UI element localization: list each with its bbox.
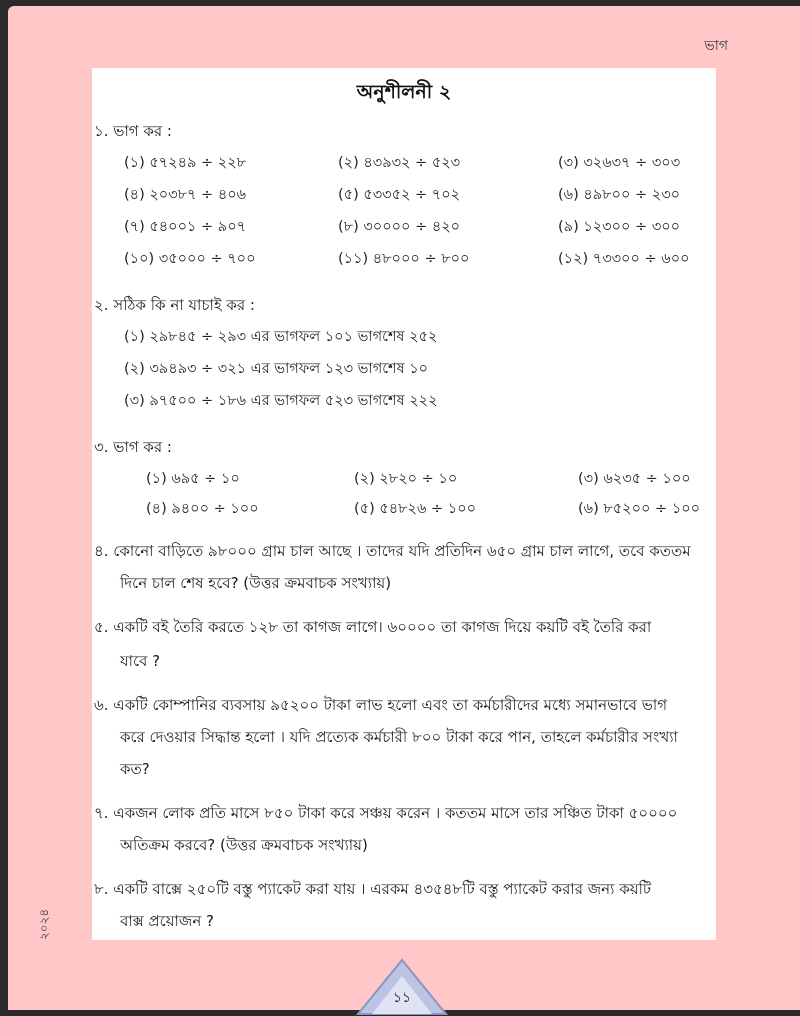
q4-line: ৪. কোনো বাড়িতে ৯৮০০০ গ্রাম চাল আছে । তাদের যদি প্রতিদিন ৬৫০ গ্রাম চাল লাগে, তবে কততম xyxy=(94,542,691,560)
q1-item: (৬) ৪৯৮০০ ÷ ২৩০ xyxy=(558,187,681,203)
exercise-card xyxy=(92,68,716,940)
q6-line: কত? xyxy=(120,760,150,778)
chapter-header: ভাগ xyxy=(704,38,728,54)
q8-line: বাক্স প্রয়োজন ? xyxy=(120,912,214,930)
q3-item: (২) ২৮২০ ÷ ১০ xyxy=(354,471,458,487)
q3-item: (৫) ৫৪৮২৬ ÷ ১০০ xyxy=(354,501,477,517)
q2-item: (১) ২৯৮৪৫ ÷ ২৯৩ এর ভাগফল ১০১ ভাগশেষ ২৫২ xyxy=(124,329,438,345)
q7-line: ৭. একজন লোক প্রতি মাসে ৮৫০ টাকা করে সঞ্চয় করেন । কততম মাসে তার সঞ্চিত টাকা ৫০০০০ xyxy=(94,804,678,822)
q1-item: (১) ৫৭২৪৯ ÷ ২২৮ xyxy=(124,155,247,171)
q1-label: ১. ভাগ কর : xyxy=(94,122,172,140)
q1-item: (৪) ২০৩৮৭ ÷ ৪০৬ xyxy=(124,187,247,203)
q1-item: (৭) ৫৪০০১ ÷ ৯০৭ xyxy=(124,219,247,235)
q2-item: (২) ৩৯৪৯৩ ÷ ৩২১ এর ভাগফল ১২৩ ভাগশেষ ১০ xyxy=(124,361,429,377)
q1-item: (২) ৪৩৯৩২ ÷ ৫২৩ xyxy=(338,155,461,171)
q6-line: করে দেওয়ার সিদ্ধান্ত হলো । যদি প্রত্যেক কর্মচারী ৮০০ টাকা করে পান, তাহলে কর্মচারীর সংখ্যা xyxy=(120,728,678,746)
page xyxy=(8,6,800,1010)
q5-line: যাবে ? xyxy=(120,652,161,670)
q6-line: ৬. একটি কোম্পানির ব্যবসায় ৯৫২০০ টাকা লাভ হলো এবং তা কর্মচারীদের মধ্যে সমানভাবে ভাগ xyxy=(94,696,668,714)
q4-line: দিনে চাল শেষ হবে? (উত্তর ক্রমবাচক সংখ্যায়) xyxy=(120,574,392,592)
exercise-title: অনুশীলনী ২ xyxy=(356,81,452,103)
q1-item: (১১) ৪৮০০০ ÷ ৮০০ xyxy=(338,251,470,267)
page-number: ১১ xyxy=(392,990,412,1006)
q1-item: (৩) ৩২৬৩৭ ÷ ৩০৩ xyxy=(558,155,681,171)
q1-item: (৫) ৫৩৩৫২ ÷ ৭০২ xyxy=(338,187,461,203)
q3-item: (৩) ৬২৩৫ ÷ ১০০ xyxy=(578,471,691,487)
q2-item: (৩) ৯৭৫০০ ÷ ১৮৬ এর ভাগফল ৫২৩ ভাগশেষ ২২২ xyxy=(124,393,438,409)
q5-line: ৫. একটি বই তৈরি করতে ১২৮ তা কাগজ লাগে। ৬০০০০ তা কাগজ দিয়ে কয়টি বই তৈরি করা xyxy=(94,618,652,636)
q1-item: (১২) ৭৩৩০০ ÷ ৬০০ xyxy=(558,251,690,267)
year-label: ২০২৪ xyxy=(37,908,51,940)
q7-line: অতিক্রম করবে? (উত্তর ক্রমবাচক সংখ্যায়) xyxy=(120,836,368,854)
q3-item: (৪) ৯৪০০ ÷ ১০০ xyxy=(146,501,259,517)
q2-label: ২. সঠিক কি না যাচাই কর : xyxy=(94,296,255,314)
q8-line: ৮. একটি বাক্সে ২৫০টি বস্তু প্যাকেট করা যায় । এরকম ৪৩৫৪৮টি বস্তু প্যাকেট করার জন্য কয়টি xyxy=(94,880,652,898)
q3-item: (৬) ৮৫২০০ ÷ ১০০ xyxy=(578,501,701,517)
q1-item: (১০) ৩৫০০০ ÷ ৭০০ xyxy=(124,251,256,267)
q1-item: (৮) ৩০০০০ ÷ ৪২০ xyxy=(338,219,461,235)
q1-item: (৯) ১২৩০০ ÷ ৩০০ xyxy=(558,219,681,235)
q3-item: (১) ৬৯৫ ÷ ১০ xyxy=(146,471,240,487)
q3-label: ৩. ভাগ কর : xyxy=(94,438,172,456)
